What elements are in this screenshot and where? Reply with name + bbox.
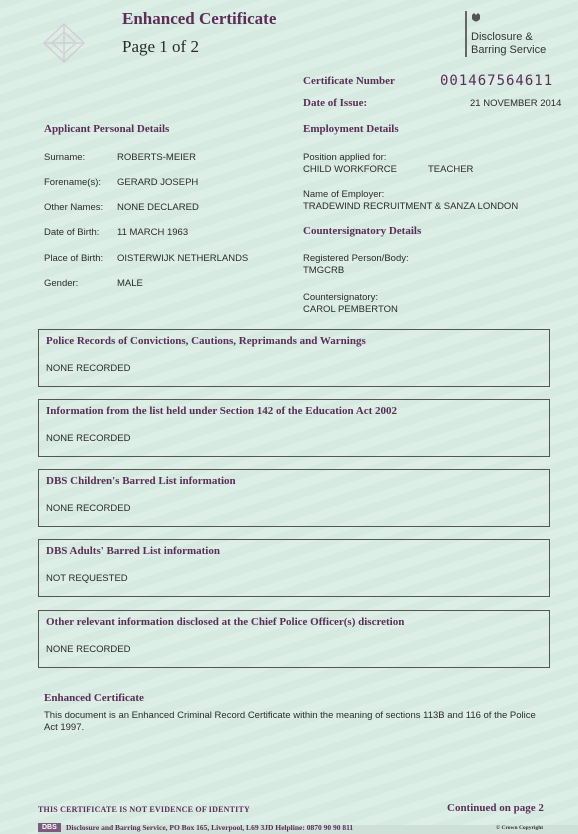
other-names-label: Other Names: — [44, 202, 104, 213]
dbs-watermark-icon — [40, 22, 88, 64]
employer-value: TRADEWIND RECRUITMENT & SANZA LONDON — [303, 201, 519, 212]
box-heading: Police Records of Convictions, Cautions, Reprimands and Warnings — [46, 335, 366, 347]
box-heading: DBS Adults' Barred List information — [46, 545, 220, 557]
adults-barred-box — [38, 539, 550, 597]
countersignatory-heading: Countersignatory Details — [303, 225, 422, 237]
applicant-heading: Applicant Personal Details — [44, 123, 170, 135]
position-value: TEACHER — [428, 164, 474, 175]
children-barred-box — [38, 469, 550, 527]
box-value: NONE RECORDED — [46, 503, 131, 514]
dbs-badge: DBS — [38, 823, 61, 832]
box-value: NOT REQUESTED — [46, 573, 128, 584]
logo-line-2: Barring Service — [471, 44, 547, 56]
footer-address: Disclosure and Barring Service, PO Box 165, Liverpool, L69 3JD Helpline: 0870 90 90 811 — [66, 823, 354, 832]
logo-line-1: Disclosure & — [471, 31, 533, 43]
forename-label: Forename(s): — [44, 177, 102, 188]
box-heading: Other relevant information disclosed at the Chief Police Officer(s) discretion — [46, 616, 405, 628]
position-label: Position applied for: — [303, 152, 387, 163]
dob-label: Date of Birth: — [44, 227, 100, 238]
continued-notice: Continued on page 2 — [447, 802, 544, 814]
box-value: NONE RECORDED — [46, 363, 131, 374]
other-information-box — [38, 610, 550, 668]
place-of-birth-label: Place of Birth: — [44, 253, 104, 264]
surname-label: Surname: — [44, 152, 86, 163]
identity-notice: THIS CERTIFICATE IS NOT EVIDENCE OF IDENTITY — [38, 805, 250, 814]
date-of-issue: 21 NOVEMBER 2014 — [470, 98, 562, 109]
police-records-box — [38, 329, 550, 387]
enhanced-heading: Enhanced Certificate — [44, 692, 144, 704]
forename-value: GERARD JOSEPH — [117, 177, 199, 188]
countersignatory-label: Countersignatory: — [303, 292, 378, 303]
crown-crest-icon — [471, 12, 481, 24]
employment-heading: Employment Details — [303, 123, 399, 135]
workforce-value: CHILD WORKFORCE — [303, 164, 397, 175]
place-of-birth-value: OISTERWIJK NETHERLANDS — [117, 253, 249, 264]
registered-label: Registered Person/Body: — [303, 253, 409, 264]
box-value: NONE RECORDED — [46, 433, 131, 444]
education-act-box — [38, 399, 550, 457]
registered-value: TMGCRB — [303, 265, 345, 276]
countersignatory-value: CAROL PEMBERTON — [303, 304, 398, 315]
enhanced-text-line-1: This document is an Enhanced Criminal Record Certificate within the meaning of sections 113B and 116 of the Police — [44, 710, 536, 721]
other-names-value: NONE DECLARED — [117, 202, 199, 213]
box-heading: Information from the list held under Section 142 of the Education Act 2002 — [46, 405, 397, 417]
date-of-issue-label: Date of Issue: — [303, 97, 368, 109]
certificate-number: 001467564611 — [440, 73, 554, 89]
certificate-number-label: Certificate Number — [303, 75, 395, 87]
page-indicator: Page 1 of 2 — [122, 37, 199, 56]
certificate-title: Enhanced Certificate — [122, 9, 277, 28]
box-heading: DBS Children's Barred List information — [46, 475, 236, 487]
employer-label: Name of Employer: — [303, 189, 385, 200]
gender-value: MALE — [117, 278, 143, 289]
box-value: NONE RECORDED — [46, 644, 131, 655]
copyright: © Crown Copyright — [496, 825, 544, 831]
enhanced-text-line-2: Act 1997. — [44, 722, 85, 733]
surname-value: ROBERTS-MEIER — [117, 152, 197, 163]
dbs-logo — [465, 11, 565, 59]
gender-label: Gender: — [44, 278, 79, 289]
dob-value: 11 MARCH 1963 — [117, 227, 189, 238]
